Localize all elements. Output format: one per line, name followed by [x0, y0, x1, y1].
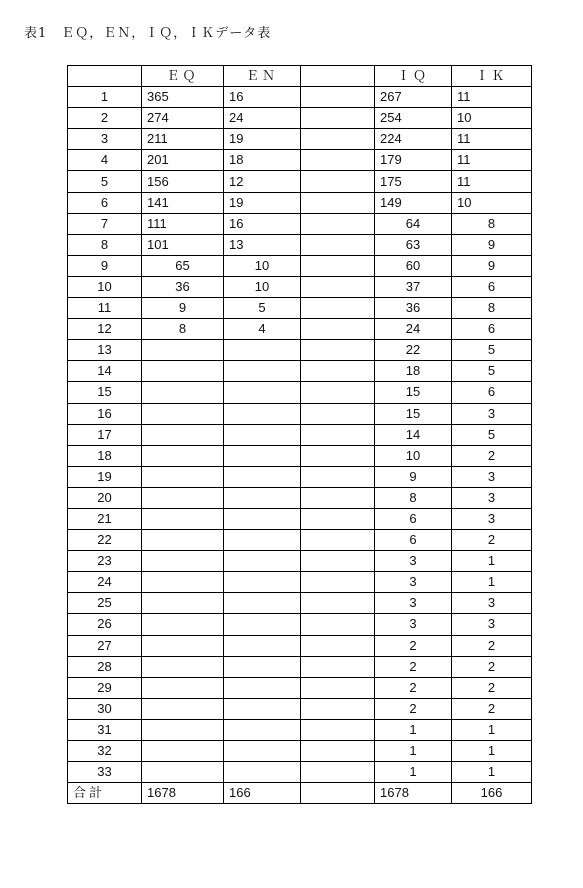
- cell-iq: 267: [375, 87, 452, 108]
- cell-index: 23: [68, 551, 142, 572]
- total-ik: 166: [452, 783, 532, 804]
- header-cell-ik: ＩＫ: [452, 66, 532, 87]
- total-blank: [301, 783, 375, 804]
- cell-ik: 6: [452, 319, 532, 340]
- cell-index: 29: [68, 677, 142, 698]
- table-row: [68, 741, 532, 762]
- cell-en: 10: [224, 276, 301, 297]
- cell-ik: 3: [452, 403, 532, 424]
- total-row: [68, 783, 532, 804]
- cell-ik: 11: [452, 129, 532, 150]
- total-en: 166: [224, 783, 301, 804]
- cell-eq: 8: [142, 319, 224, 340]
- cell-eq: [142, 466, 224, 487]
- cell-en: 4: [224, 319, 301, 340]
- cell-en: 12: [224, 171, 301, 192]
- table-row: [68, 508, 532, 529]
- cell-ik: 5: [452, 424, 532, 445]
- cell-eq: 201: [142, 150, 224, 171]
- cell-eq: [142, 382, 224, 403]
- cell-ik: 3: [452, 614, 532, 635]
- cell-blank: [301, 213, 375, 234]
- cell-index: 24: [68, 572, 142, 593]
- table-row: [68, 298, 532, 319]
- cell-blank: [301, 361, 375, 382]
- cell-blank: [301, 276, 375, 297]
- table-row: [68, 656, 532, 677]
- cell-index: 17: [68, 424, 142, 445]
- cell-iq: 224: [375, 129, 452, 150]
- cell-en: 19: [224, 129, 301, 150]
- table-row: [68, 192, 532, 213]
- cell-eq: 211: [142, 129, 224, 150]
- cell-ik: 8: [452, 298, 532, 319]
- cell-ik: 2: [452, 635, 532, 656]
- cell-eq: [142, 741, 224, 762]
- cell-iq: 15: [375, 403, 452, 424]
- cell-blank: [301, 319, 375, 340]
- table-row: [68, 255, 532, 276]
- cell-index: 22: [68, 530, 142, 551]
- cell-index: 11: [68, 298, 142, 319]
- cell-eq: [142, 635, 224, 656]
- cell-iq: 37: [375, 276, 452, 297]
- cell-ik: 1: [452, 572, 532, 593]
- header-cell-en: ＥＮ: [224, 66, 301, 87]
- cell-index: 32: [68, 741, 142, 762]
- cell-ik: 1: [452, 551, 532, 572]
- table-row: [68, 234, 532, 255]
- cell-en: 13: [224, 234, 301, 255]
- cell-blank: [301, 635, 375, 656]
- cell-en: [224, 551, 301, 572]
- cell-index: 12: [68, 319, 142, 340]
- cell-en: [224, 635, 301, 656]
- cell-blank: [301, 255, 375, 276]
- cell-iq: 64: [375, 213, 452, 234]
- cell-iq: 18: [375, 361, 452, 382]
- cell-blank: [301, 108, 375, 129]
- cell-index: 14: [68, 361, 142, 382]
- cell-iq: 15: [375, 382, 452, 403]
- cell-ik: 3: [452, 508, 532, 529]
- cell-index: 18: [68, 445, 142, 466]
- table-row: [68, 677, 532, 698]
- cell-iq: 10: [375, 445, 452, 466]
- header-row: [68, 66, 532, 87]
- cell-en: [224, 656, 301, 677]
- cell-eq: [142, 530, 224, 551]
- cell-iq: 175: [375, 171, 452, 192]
- cell-blank: [301, 466, 375, 487]
- cell-blank: [301, 762, 375, 783]
- cell-ik: 10: [452, 192, 532, 213]
- cell-eq: 101: [142, 234, 224, 255]
- table-row: [68, 340, 532, 361]
- cell-iq: 22: [375, 340, 452, 361]
- cell-iq: 8: [375, 487, 452, 508]
- cell-ik: 2: [452, 445, 532, 466]
- total-eq: 1678: [142, 783, 224, 804]
- cell-eq: [142, 340, 224, 361]
- table-row: [68, 445, 532, 466]
- table-row: [68, 530, 532, 551]
- cell-iq: 9: [375, 466, 452, 487]
- cell-blank: [301, 741, 375, 762]
- table-row: [68, 635, 532, 656]
- cell-index: 27: [68, 635, 142, 656]
- table-row: [68, 361, 532, 382]
- cell-eq: 9: [142, 298, 224, 319]
- data-table: [67, 65, 532, 804]
- cell-iq: 2: [375, 677, 452, 698]
- cell-eq: [142, 424, 224, 445]
- cell-iq: 2: [375, 656, 452, 677]
- cell-iq: 149: [375, 192, 452, 213]
- cell-index: 6: [68, 192, 142, 213]
- cell-iq: 2: [375, 698, 452, 719]
- cell-eq: 36: [142, 276, 224, 297]
- cell-iq: 24: [375, 319, 452, 340]
- cell-blank: [301, 593, 375, 614]
- cell-blank: [301, 487, 375, 508]
- cell-ik: 11: [452, 171, 532, 192]
- cell-blank: [301, 192, 375, 213]
- header-cell-index: [68, 66, 142, 87]
- cell-blank: [301, 171, 375, 192]
- cell-blank: [301, 424, 375, 445]
- cell-index: 4: [68, 150, 142, 171]
- table-row: [68, 276, 532, 297]
- cell-index: 7: [68, 213, 142, 234]
- cell-en: [224, 424, 301, 445]
- table-row: [68, 171, 532, 192]
- cell-index: 3: [68, 129, 142, 150]
- cell-blank: [301, 87, 375, 108]
- cell-blank: [301, 614, 375, 635]
- table-row: [68, 551, 532, 572]
- cell-en: [224, 762, 301, 783]
- table-row: [68, 108, 532, 129]
- cell-index: 20: [68, 487, 142, 508]
- cell-iq: 6: [375, 530, 452, 551]
- cell-blank: [301, 150, 375, 171]
- table-row: [68, 572, 532, 593]
- table-row: [68, 487, 532, 508]
- cell-eq: [142, 572, 224, 593]
- cell-iq: 1: [375, 741, 452, 762]
- cell-eq: [142, 719, 224, 740]
- header-cell-iq: ＩＱ: [375, 66, 452, 87]
- cell-en: [224, 508, 301, 529]
- cell-index: 31: [68, 719, 142, 740]
- cell-index: 13: [68, 340, 142, 361]
- cell-en: [224, 530, 301, 551]
- header-cell-eq: ＥＱ: [142, 66, 224, 87]
- cell-iq: 3: [375, 614, 452, 635]
- cell-ik: 2: [452, 656, 532, 677]
- cell-eq: [142, 698, 224, 719]
- table-row: [68, 87, 532, 108]
- cell-en: [224, 445, 301, 466]
- cell-eq: 156: [142, 171, 224, 192]
- cell-index: 5: [68, 171, 142, 192]
- cell-ik: 9: [452, 234, 532, 255]
- cell-ik: 6: [452, 382, 532, 403]
- cell-index: 15: [68, 382, 142, 403]
- cell-iq: 3: [375, 572, 452, 593]
- cell-eq: [142, 508, 224, 529]
- cell-en: 10: [224, 255, 301, 276]
- cell-ik: 8: [452, 213, 532, 234]
- cell-iq: 14: [375, 424, 452, 445]
- cell-ik: 11: [452, 150, 532, 171]
- cell-blank: [301, 719, 375, 740]
- cell-blank: [301, 551, 375, 572]
- cell-eq: [142, 403, 224, 424]
- cell-en: 5: [224, 298, 301, 319]
- cell-iq: 63: [375, 234, 452, 255]
- cell-en: [224, 719, 301, 740]
- cell-eq: [142, 551, 224, 572]
- cell-en: [224, 340, 301, 361]
- cell-blank: [301, 572, 375, 593]
- cell-blank: [301, 677, 375, 698]
- cell-eq: [142, 656, 224, 677]
- cell-en: [224, 741, 301, 762]
- table-row: [68, 719, 532, 740]
- cell-iq: 36: [375, 298, 452, 319]
- cell-ik: 1: [452, 741, 532, 762]
- table-row: [68, 698, 532, 719]
- cell-iq: 1: [375, 762, 452, 783]
- table-row: [68, 466, 532, 487]
- cell-iq: 254: [375, 108, 452, 129]
- cell-blank: [301, 234, 375, 255]
- table-row: [68, 382, 532, 403]
- cell-blank: [301, 340, 375, 361]
- cell-blank: [301, 298, 375, 319]
- cell-ik: 1: [452, 762, 532, 783]
- table-caption: 表1 ＥＱ，ＥＮ，ＩＱ，ＩＫデータ表: [24, 26, 272, 41]
- table-row: [68, 424, 532, 445]
- table-row: [68, 614, 532, 635]
- cell-index: 30: [68, 698, 142, 719]
- cell-blank: [301, 698, 375, 719]
- cell-index: 2: [68, 108, 142, 129]
- cell-index: 19: [68, 466, 142, 487]
- cell-eq: 365: [142, 87, 224, 108]
- cell-eq: [142, 361, 224, 382]
- cell-eq: [142, 677, 224, 698]
- cell-blank: [301, 530, 375, 551]
- cell-eq: 65: [142, 255, 224, 276]
- cell-blank: [301, 656, 375, 677]
- cell-en: [224, 698, 301, 719]
- cell-en: [224, 677, 301, 698]
- cell-iq: 179: [375, 150, 452, 171]
- cell-index: 26: [68, 614, 142, 635]
- table-row: [68, 213, 532, 234]
- cell-index: 33: [68, 762, 142, 783]
- cell-ik: 2: [452, 698, 532, 719]
- cell-eq: [142, 614, 224, 635]
- cell-en: [224, 593, 301, 614]
- cell-ik: 11: [452, 87, 532, 108]
- cell-eq: [142, 487, 224, 508]
- cell-ik: 5: [452, 340, 532, 361]
- table-row: [68, 319, 532, 340]
- cell-iq: 3: [375, 593, 452, 614]
- cell-iq: 3: [375, 551, 452, 572]
- cell-eq: 141: [142, 192, 224, 213]
- table-body: [68, 87, 532, 783]
- cell-eq: 274: [142, 108, 224, 129]
- cell-en: 24: [224, 108, 301, 129]
- cell-ik: 2: [452, 677, 532, 698]
- cell-en: 19: [224, 192, 301, 213]
- cell-ik: 3: [452, 466, 532, 487]
- cell-eq: [142, 593, 224, 614]
- cell-en: [224, 361, 301, 382]
- table-row: [68, 593, 532, 614]
- cell-blank: [301, 508, 375, 529]
- cell-ik: 2: [452, 530, 532, 551]
- header-cell-blank: [301, 66, 375, 87]
- cell-eq: 111: [142, 213, 224, 234]
- cell-index: 21: [68, 508, 142, 529]
- cell-en: [224, 466, 301, 487]
- cell-ik: 3: [452, 593, 532, 614]
- table-row: [68, 762, 532, 783]
- table-row: [68, 129, 532, 150]
- cell-index: 28: [68, 656, 142, 677]
- cell-en: [224, 382, 301, 403]
- total-label: 合計: [68, 783, 142, 804]
- cell-index: 10: [68, 276, 142, 297]
- cell-en: [224, 487, 301, 508]
- cell-en: 16: [224, 213, 301, 234]
- cell-index: 25: [68, 593, 142, 614]
- cell-en: [224, 572, 301, 593]
- cell-index: 16: [68, 403, 142, 424]
- cell-index: 9: [68, 255, 142, 276]
- cell-iq: 1: [375, 719, 452, 740]
- cell-ik: 10: [452, 108, 532, 129]
- table-row: [68, 403, 532, 424]
- cell-iq: 2: [375, 635, 452, 656]
- cell-iq: 60: [375, 255, 452, 276]
- cell-blank: [301, 445, 375, 466]
- cell-en: [224, 403, 301, 424]
- cell-index: 8: [68, 234, 142, 255]
- cell-blank: [301, 382, 375, 403]
- table-row: [68, 150, 532, 171]
- cell-blank: [301, 403, 375, 424]
- total-iq: 1678: [375, 783, 452, 804]
- cell-index: 1: [68, 87, 142, 108]
- cell-blank: [301, 129, 375, 150]
- cell-en: 16: [224, 87, 301, 108]
- cell-eq: [142, 445, 224, 466]
- cell-iq: 6: [375, 508, 452, 529]
- cell-en: 18: [224, 150, 301, 171]
- cell-eq: [142, 762, 224, 783]
- cell-ik: 6: [452, 276, 532, 297]
- cell-ik: 3: [452, 487, 532, 508]
- cell-ik: 1: [452, 719, 532, 740]
- cell-ik: 9: [452, 255, 532, 276]
- cell-en: [224, 614, 301, 635]
- cell-ik: 5: [452, 361, 532, 382]
